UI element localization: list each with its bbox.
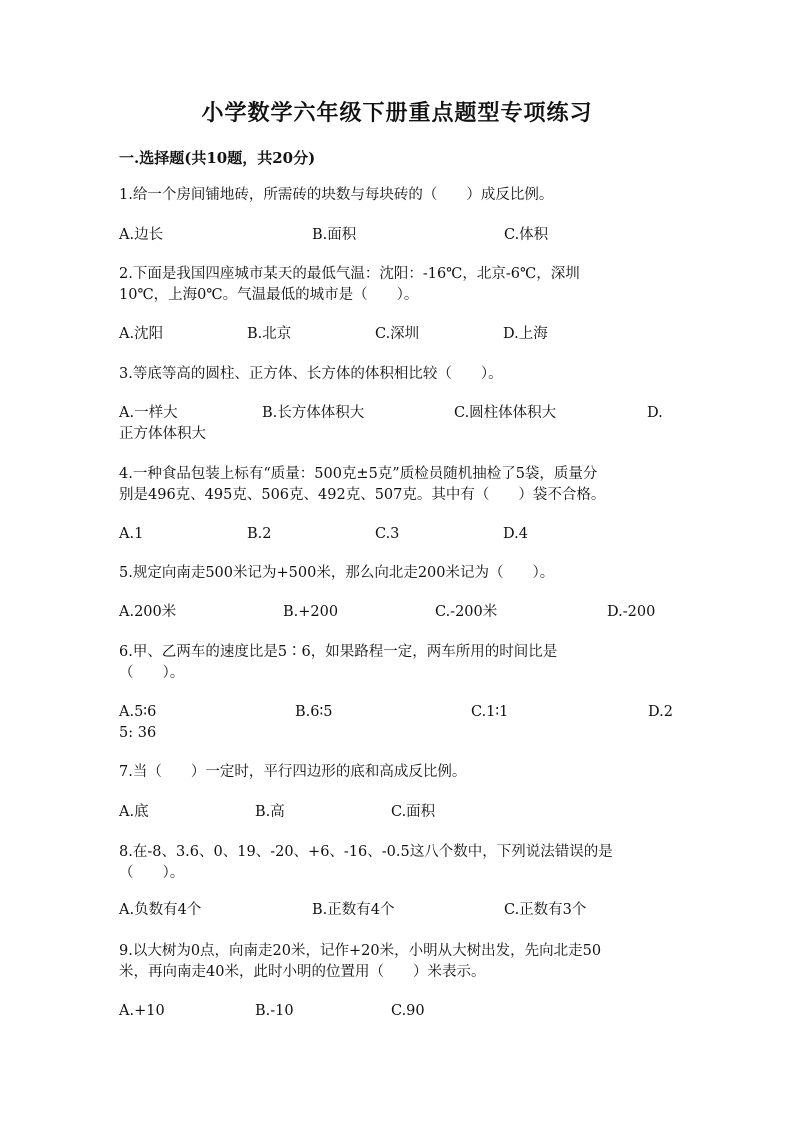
question-text-line: 9.以大树为0点，向南走20米，记作+20米，小明从大树出发，先向北走50 bbox=[119, 943, 602, 959]
options-row-7 bbox=[119, 802, 675, 823]
question-6 bbox=[119, 642, 675, 684]
option-d[interactable]: D. bbox=[647, 405, 663, 421]
question-9 bbox=[119, 941, 675, 983]
option-b[interactable]: B.正数有4个 bbox=[312, 902, 395, 918]
options-row-5 bbox=[119, 602, 675, 623]
question-4 bbox=[119, 464, 675, 506]
option-c[interactable]: C.正数有3个 bbox=[504, 902, 587, 918]
question-text-line: 4.一种食品包装上标有“质量：500克±5克”质检员随机抽检了5袋，质量分 bbox=[119, 466, 598, 482]
question-text-line: 6.甲、乙两车的速度比是5∶6，如果路程一定，两车所用的时间比是 bbox=[119, 644, 558, 660]
question-7 bbox=[119, 762, 675, 783]
options-row-9 bbox=[119, 1001, 675, 1022]
option-b[interactable]: B.高 bbox=[255, 804, 285, 820]
option-a[interactable]: A.一样大 bbox=[119, 405, 178, 421]
option-b[interactable]: B.面积 bbox=[312, 227, 357, 243]
question-5 bbox=[119, 563, 675, 584]
option-d[interactable]: D.上海 bbox=[503, 326, 548, 342]
option-b[interactable]: B.+200 bbox=[283, 604, 339, 620]
option-a[interactable]: A.+10 bbox=[119, 1003, 165, 1019]
options-row-6 bbox=[119, 702, 675, 723]
option-a[interactable]: A.5∶6 bbox=[119, 704, 157, 720]
question-1 bbox=[119, 185, 675, 206]
option-a[interactable]: A.边长 bbox=[119, 227, 164, 243]
option-c[interactable]: C.90 bbox=[391, 1003, 425, 1019]
option-d-continued: 正方体体积大 bbox=[119, 426, 206, 442]
option-c[interactable]: C.1∶1 bbox=[471, 704, 509, 720]
option-b[interactable]: B.2 bbox=[247, 526, 272, 542]
question-text-line: 1.给一个房间铺地砖，所需砖的块数与每块砖的（ ）成反比例。 bbox=[119, 187, 554, 203]
options-row-2 bbox=[119, 324, 675, 345]
option-d[interactable]: D.4 bbox=[503, 526, 528, 542]
question-3 bbox=[119, 364, 675, 385]
option-a[interactable]: A.底 bbox=[119, 804, 149, 820]
option-b[interactable]: B.北京 bbox=[247, 326, 292, 342]
question-2 bbox=[119, 264, 675, 306]
option-c[interactable]: C.-200米 bbox=[435, 604, 498, 620]
question-text-line: （ ）。 bbox=[119, 665, 185, 681]
option-a[interactable]: A.1 bbox=[119, 526, 144, 542]
question-text-line: 2.下面是我国四座城市某天的最低气温：沈阳：-16℃，北京-6℃，深圳 bbox=[119, 266, 580, 282]
options-row-1 bbox=[119, 225, 675, 246]
option-b[interactable]: B.长方体体积大 bbox=[262, 405, 365, 421]
question-text-line: 8.在-8、3.6、0、19、-20、+6、-16、-0.5这八个数中，下列说法错误的是 bbox=[119, 844, 613, 860]
question-text-line: 米，再向南走40米，此时小明的位置用（ ）米表示。 bbox=[119, 964, 486, 980]
option-c[interactable]: C.3 bbox=[375, 526, 400, 542]
question-text-line: （ ）。 bbox=[119, 865, 185, 881]
option-d-continued: 5: 36 bbox=[119, 725, 157, 741]
option-d[interactable]: D.2 bbox=[648, 704, 673, 720]
question-text-line: 别是496克、495克、506克、492克、507克。其中有（ ）袋不合格。 bbox=[119, 487, 606, 503]
option-c[interactable]: C.体积 bbox=[504, 227, 549, 243]
section-heading: 一.选择题(共10题，共20分) bbox=[119, 149, 316, 167]
question-text-line: 5.规定向南走500米记为+500米，那么向北走200米记为（ ）。 bbox=[119, 565, 555, 581]
question-text-line: 3.等底等高的圆柱、正方体、长方体的体积相比较（ ）。 bbox=[119, 366, 503, 382]
option-c[interactable]: C.深圳 bbox=[375, 326, 420, 342]
option-a[interactable]: A.负数有4个 bbox=[119, 902, 202, 918]
option-a[interactable]: A.200米 bbox=[119, 604, 177, 620]
option-c[interactable]: C.面积 bbox=[391, 804, 436, 820]
question-8 bbox=[119, 842, 675, 884]
options-row-3 bbox=[119, 403, 675, 424]
option-c[interactable]: C.圆柱体体积大 bbox=[454, 405, 557, 421]
question-text-line: 10℃，上海0℃。气温最低的城市是（ ）。 bbox=[119, 287, 419, 303]
option-b[interactable]: B.6∶5 bbox=[295, 704, 333, 720]
options-row-4 bbox=[119, 524, 675, 545]
option-b[interactable]: B.-10 bbox=[255, 1003, 294, 1019]
options-row-8 bbox=[119, 900, 675, 921]
option-d[interactable]: D.-200 bbox=[607, 604, 656, 620]
question-text-line: 7.当（ ）一定时，平行四边形的底和高成反比例。 bbox=[119, 764, 467, 780]
option-a[interactable]: A.沈阳 bbox=[119, 326, 164, 342]
page-title: 小学数学六年级下册重点题型专项练习 bbox=[201, 100, 593, 126]
